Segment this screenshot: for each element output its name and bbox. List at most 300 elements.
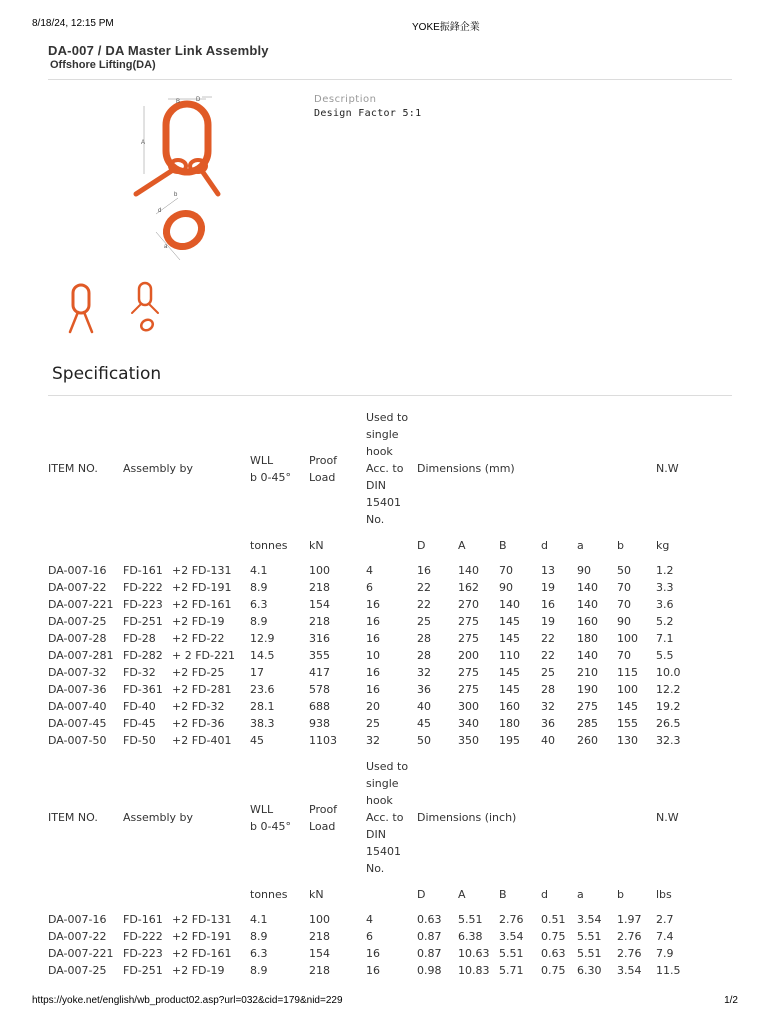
cell-wll: 4.1 [250,913,268,926]
cell-d: 0.75 [541,964,566,977]
header-item-no: ITEM NO. [48,462,98,475]
cell-b: 50 [617,564,631,577]
cell-nw: 32.3 [656,734,681,747]
unit-d: d [541,887,548,901]
cell-b: 195 [499,734,520,747]
cell-a: 200 [458,649,479,662]
specification-divider [48,395,732,396]
header-wll-line2: b 0-45° [250,819,291,833]
cell-wll: 6.3 [250,598,268,611]
cell-a: 300 [458,700,479,713]
cell-assembly-master: FD-161 [123,564,163,577]
cell-b: 2.76 [617,930,642,943]
cell-assembly-sub: +2 FD-22 [172,632,225,645]
cell-used: 10 [366,649,380,662]
cell-a: 275 [458,683,479,696]
cell-d: 19 [541,581,555,594]
cell-a: 5.51 [577,947,602,960]
cell-b: 145 [499,666,520,679]
header-used-line: Acc. to [366,811,404,824]
cell-item-no: DA-007-16 [48,913,107,926]
cell-wll: 38.3 [250,717,275,730]
cell-proof: 417 [309,666,330,679]
cell-d: 22 [417,581,431,594]
spec-header-row [44,758,696,877]
table-row [44,562,696,579]
cell-assembly-sub: +2 FD-19 [172,615,225,628]
cell-wll: 8.9 [250,615,268,628]
cell-item-no: DA-007-221 [48,598,114,611]
cell-nw: 7.1 [656,632,674,645]
table-row [44,928,696,945]
cell-proof: 100 [309,564,330,577]
cell-assembly-sub: +2 FD-161 [172,598,232,611]
cell-a: 6.38 [458,930,483,943]
cell-assembly-master: FD-282 [123,649,163,662]
unit-nw: lbs [656,887,672,901]
spec-header-row [44,409,696,528]
spec-table-imperial [44,758,696,979]
cell-a: 340 [458,717,479,730]
cell-a: 140 [577,598,598,611]
cell-proof: 100 [309,913,330,926]
cell-b: 5.71 [499,964,524,977]
cell-a: 6.30 [577,964,602,977]
header-proof-line1: Proof [309,802,338,816]
header-wll [246,409,305,528]
table-row [44,613,696,630]
spec-units-row [44,528,696,562]
cell-assembly-by [119,732,246,749]
cell-assembly-master: FD-40 [123,700,156,713]
table-row [44,732,696,749]
product-title: DA-007 / DA Master Link Assembly [48,43,269,58]
print-header [32,18,736,32]
header-used-line: 15401 [366,496,401,509]
cell-assembly-sub: +2 FD-191 [172,581,232,594]
cell-wll: 4.1 [250,564,268,577]
cell-used: 16 [366,632,380,645]
cell-assembly-by [119,562,246,579]
header-proof-line2: Load [309,819,336,833]
unit-a: A [458,887,466,901]
header-assembly-by: Assembly by [123,462,194,475]
product-thumbnail-2[interactable] [128,280,164,336]
left-leg-shape [136,168,176,194]
header-proof-load [305,758,362,877]
cell-b: 3.54 [499,930,524,943]
cell-item-no: DA-007-221 [48,947,114,960]
cell-assembly-by [119,579,246,596]
cell-proof: 218 [309,964,330,977]
cell-b: 145 [499,632,520,645]
cell-proof: 154 [309,598,330,611]
spec-table-metric [44,409,696,749]
unit-nw: kg [656,538,670,552]
cell-d: 45 [417,717,431,730]
cell-a: 5.51 [458,913,483,926]
unit-b: B [499,887,507,901]
cell-item-no: DA-007-40 [48,700,107,713]
print-site-title: YOKE振鋒企業 [412,22,480,33]
print-url: https://yoke.net/english/wb_product02.asp?url=032&cid=179&nid=229 [32,995,343,1006]
cell-proof: 218 [309,615,330,628]
cell-nw: 11.5 [656,964,681,977]
cell-b: 70 [617,598,631,611]
cell-assembly-sub: +2 FD-32 [172,700,225,713]
table-row [44,945,696,962]
cell-d: 0.63 [417,913,442,926]
cell-a: 275 [458,632,479,645]
cell-b: 110 [499,649,520,662]
cell-proof: 218 [309,930,330,943]
cell-assembly-by [119,596,246,613]
unit-b: b [617,538,624,552]
cell-proof: 218 [309,581,330,594]
cell-a: 180 [577,632,598,645]
cell-a: 160 [577,615,598,628]
cell-assembly-master: FD-32 [123,666,156,679]
print-footer [32,995,738,1009]
unit-b: b [617,887,624,901]
cell-used: 4 [366,913,373,926]
cell-d: 40 [541,734,555,747]
cell-d: 28 [541,683,555,696]
unit-proof: kN [309,887,324,901]
header-wll [246,758,305,877]
cell-assembly-by [119,945,246,962]
cell-a: 10.63 [458,947,490,960]
cell-assembly-master: FD-251 [123,964,163,977]
table-row [44,647,696,664]
cell-assembly-sub: +2 FD-25 [172,666,225,679]
cell-a: 90 [577,564,591,577]
unit-empty [362,877,413,911]
cell-wll: 17 [250,666,264,679]
cell-a: 5.51 [577,930,602,943]
cell-b: 70 [499,564,513,577]
cell-d: 25 [417,615,431,628]
table-row [44,962,696,979]
cell-b: 100 [617,683,638,696]
cell-assembly-master: FD-223 [123,598,163,611]
cell-b: 100 [617,632,638,645]
cell-d: 25 [541,666,555,679]
dim-label-a: a [164,244,168,250]
product-thumbnail-1[interactable] [66,282,96,336]
cell-nw: 26.5 [656,717,681,730]
cell-assembly-master: FD-251 [123,615,163,628]
header-wll-line1: WLL [250,453,274,467]
cell-assembly-sub: +2 FD-281 [172,683,232,696]
cell-nw: 10.0 [656,666,681,679]
cell-b: 145 [499,615,520,628]
cell-assembly-master: FD-45 [123,717,156,730]
cell-item-no: DA-007-45 [48,717,107,730]
header-used-line: DIN [366,479,386,492]
cell-b: 2.76 [499,913,524,926]
cell-b: 160 [499,700,520,713]
header-nw: N.W [656,811,679,824]
cell-b: 90 [499,581,513,594]
cell-assembly-by [119,630,246,647]
cell-d: 40 [417,700,431,713]
cell-nw: 2.7 [656,913,674,926]
cell-d: 16 [417,564,431,577]
cell-item-no: DA-007-22 [48,581,107,594]
cell-b: 70 [617,581,631,594]
unit-empty [44,877,119,911]
right-leg-shape [200,168,218,194]
cell-assembly-master: FD-223 [123,947,163,960]
header-used-line: hook [366,445,393,458]
cell-d: 0.51 [541,913,566,926]
dim-label-B: B [176,99,181,105]
product-subtitle: Offshore Lifting(DA) [50,59,156,71]
cell-assembly-master: FD-28 [123,632,156,645]
cell-b: 90 [617,615,631,628]
cell-nw: 5.5 [656,649,674,662]
cell-wll: 8.9 [250,581,268,594]
header-used-line: DIN [366,828,386,841]
specification-heading: Specification [52,364,162,384]
cell-a: 350 [458,734,479,747]
cell-used: 16 [366,964,380,977]
cell-used: 20 [366,700,380,713]
cell-b: 140 [499,598,520,611]
unit-a: A [458,538,466,552]
header-item-no: ITEM NO. [48,811,98,824]
cell-item-no: DA-007-25 [48,615,107,628]
cell-assembly-sub: +2 FD-131 [172,564,232,577]
cell-used: 16 [366,615,380,628]
cell-d: 0.87 [417,930,442,943]
cell-nw: 5.2 [656,615,674,628]
cell-assembly-sub: +2 FD-131 [172,913,232,926]
print-page-number: 1/2 [724,995,738,1006]
cell-a: 140 [458,564,479,577]
cell-assembly-master: FD-50 [123,734,156,747]
cell-a: 3.54 [577,913,602,926]
cell-item-no: DA-007-25 [48,964,107,977]
unit-empty [119,528,246,562]
cell-d: 22 [541,632,555,645]
cell-d: 22 [541,649,555,662]
table-row [44,698,696,715]
cell-a: 260 [577,734,598,747]
cell-b: 155 [617,717,638,730]
cell-b: 70 [617,649,631,662]
unit-a: a [577,887,584,901]
cell-d: 50 [417,734,431,747]
cell-assembly-sub: +2 FD-401 [172,734,232,747]
cell-item-no: DA-007-50 [48,734,107,747]
cell-item-no: DA-007-22 [48,930,107,943]
cell-d: 28 [417,632,431,645]
cell-item-no: DA-007-16 [48,564,107,577]
cell-assembly-master: FD-161 [123,913,163,926]
cell-assembly-by [119,681,246,698]
cell-nw: 19.2 [656,700,681,713]
cell-item-no: DA-007-281 [48,649,114,662]
header-used-line: No. [366,513,385,526]
cell-d: 28 [417,649,431,662]
cell-a: 190 [577,683,598,696]
cell-wll: 28.1 [250,700,275,713]
cell-b: 145 [617,700,638,713]
cell-wll: 8.9 [250,930,268,943]
cell-d: 19 [541,615,555,628]
cell-wll: 23.6 [250,683,275,696]
cell-wll: 45 [250,734,264,747]
cell-b: 130 [617,734,638,747]
cell-assembly-by [119,698,246,715]
cell-assembly-master: FD-222 [123,581,163,594]
cell-used: 16 [366,666,380,679]
dim-label-D: D [196,97,201,103]
cell-proof: 938 [309,717,330,730]
cell-a: 162 [458,581,479,594]
unit-empty [362,528,413,562]
unit-a: a [577,538,584,552]
cell-nw: 1.2 [656,564,674,577]
cell-assembly-sub: +2 FD-19 [172,964,225,977]
unit-proof: kN [309,538,324,552]
cell-nw: 7.9 [656,947,674,960]
cell-nw: 3.3 [656,581,674,594]
header-used-line: 15401 [366,845,401,858]
header-used-line: single [366,777,399,790]
unit-empty [44,528,119,562]
cell-d: 0.63 [541,947,566,960]
header-used-line: Used to [366,760,409,773]
cell-proof: 688 [309,700,330,713]
header-dimensions: Dimensions (mm) [417,462,515,475]
cell-nw: 3.6 [656,598,674,611]
dim-label-b: b [174,192,178,198]
cell-a: 10.83 [458,964,490,977]
cell-d: 13 [541,564,555,577]
header-used-line: hook [366,794,393,807]
cell-d: 36 [541,717,555,730]
cell-a: 275 [458,666,479,679]
cell-assembly-by [119,928,246,945]
cell-d: 0.98 [417,964,442,977]
cell-a: 140 [577,649,598,662]
cell-b: 115 [617,666,638,679]
table-row [44,681,696,698]
cell-b: 145 [499,683,520,696]
table-row [44,911,696,928]
print-timestamp: 8/18/24, 12:15 PM [32,18,114,29]
cell-a: 140 [577,581,598,594]
spec-units-row [44,877,696,911]
unit-d: d [541,538,548,552]
cell-a: 275 [458,615,479,628]
cell-nw: 12.2 [656,683,681,696]
cell-used: 6 [366,930,373,943]
cell-assembly-master: FD-361 [123,683,163,696]
description-label: Description [314,94,377,105]
cell-proof: 1103 [309,734,337,747]
table-row [44,630,696,647]
unit-empty [119,877,246,911]
header-used-line: Used to [366,411,409,424]
cell-used: 25 [366,717,380,730]
cell-wll: 14.5 [250,649,275,662]
cell-assembly-sub: + 2 FD-221 [172,649,235,662]
header-wll-line1: WLL [250,802,274,816]
master-link-diagram [124,94,224,264]
cell-a: 210 [577,666,598,679]
cell-assembly-by [119,715,246,732]
cell-d: 0.75 [541,930,566,943]
cell-b: 2.76 [617,947,642,960]
cell-nw: 7.4 [656,930,674,943]
cell-item-no: DA-007-36 [48,683,107,696]
cell-used: 16 [366,598,380,611]
header-used-to-single-hook [362,758,413,877]
table-row [44,596,696,613]
cell-used: 16 [366,683,380,696]
header-used-line: Acc. to [366,462,404,475]
cell-proof: 154 [309,947,330,960]
cell-proof: 316 [309,632,330,645]
dim-label-d: d [158,208,162,214]
cell-assembly-by [119,613,246,630]
sub-link-detail-shape [160,207,207,253]
unit-wll: tonnes [250,538,288,552]
cell-assembly-by [119,911,246,928]
cell-wll: 8.9 [250,964,268,977]
table-row [44,579,696,596]
cell-d: 16 [541,598,555,611]
cell-a: 275 [577,700,598,713]
description-text: Design Factor 5:1 [314,108,422,119]
cell-wll: 6.3 [250,947,268,960]
cell-wll: 12.9 [250,632,275,645]
header-used-line: No. [366,862,385,875]
unit-d: D [417,538,426,552]
header-dimensions: Dimensions (inch) [417,811,517,824]
cell-b: 180 [499,717,520,730]
header-assembly-by: Assembly by [123,811,194,824]
cell-used: 16 [366,947,380,960]
cell-proof: 355 [309,649,330,662]
table-row [44,664,696,681]
cell-item-no: DA-007-32 [48,666,107,679]
cell-item-no: DA-007-28 [48,632,107,645]
header-wll-line2: b 0-45° [250,470,291,484]
header-used-line: single [366,428,399,441]
cell-assembly-by [119,664,246,681]
cell-b: 5.51 [499,947,524,960]
header-proof-line1: Proof [309,453,338,467]
header-nw: N.W [656,462,679,475]
cell-b: 3.54 [617,964,642,977]
cell-assembly-master: FD-222 [123,930,163,943]
title-divider [48,79,732,80]
cell-assembly-by [119,647,246,664]
cell-assembly-sub: +2 FD-36 [172,717,225,730]
cell-assembly-sub: +2 FD-191 [172,930,232,943]
cell-d: 32 [417,666,431,679]
cell-used: 6 [366,581,373,594]
cell-a: 285 [577,717,598,730]
header-proof-load [305,409,362,528]
cell-d: 22 [417,598,431,611]
unit-b: B [499,538,507,552]
